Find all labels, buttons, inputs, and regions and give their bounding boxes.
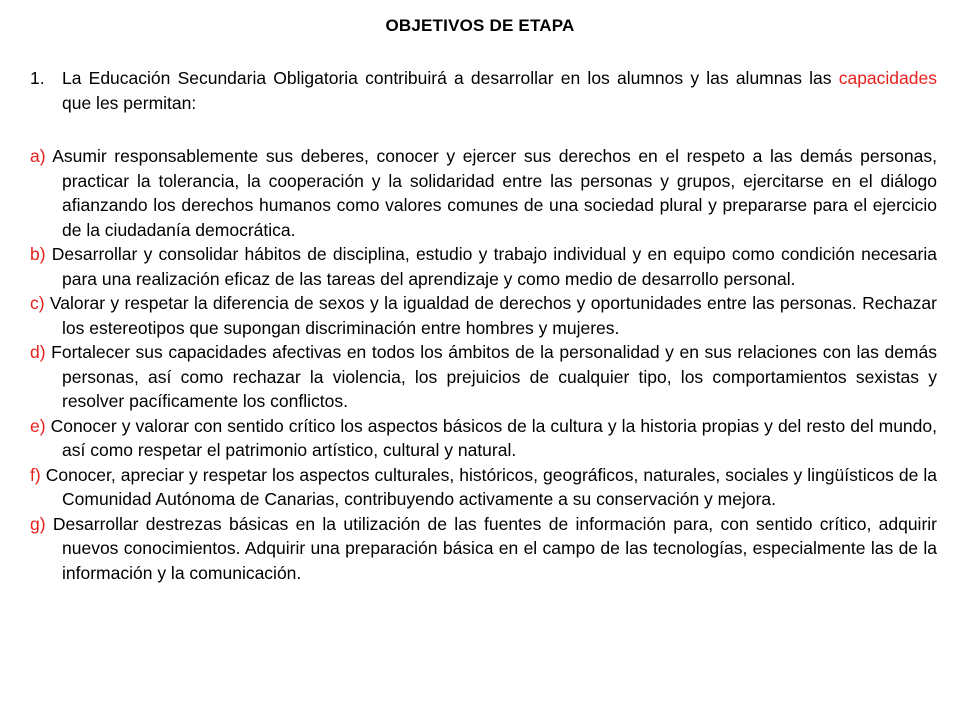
objective-text: Conocer y valorar con sentido crítico los aspectos básicos de la cultura y la historia propias y del resto del mundo, así como respetar el patrimonio artístico, cultural y natural. [45, 415, 937, 460]
objective-text: Asumir responsablemente sus deberes, conocer y ejercer sus derechos en el respeto a las demás personas, practicar la tolerancia, la cooperación y la solidaridad entre las personas y grupos, ejercitarse en el diálogo afianzando los derechos humanos como valores comunes de una sociedad plural y prepararse para el ejercicio de la ciudadanía democrática. [45, 146, 937, 240]
objective-text: Valorar y respetar la diferencia de sexos y la igualdad de derechos y oportunidades entre las personas. Rechazar los estereotipos que supongan discriminación entre hombres y mujeres. [44, 293, 937, 338]
intro-text-after: que les permitan: [62, 92, 197, 113]
objective-letter: c) [30, 293, 45, 313]
objectives-list [30, 144, 937, 585]
objective-item-b [30, 242, 937, 291]
objective-letter: d) [30, 342, 46, 362]
objective-letter: g) [30, 513, 46, 534]
objective-item-a [30, 144, 937, 242]
objective-letter: b) [30, 244, 46, 264]
objective-text: Desarrollar y consolidar hábitos de disciplina, estudio y trabajo individual y en equipo como condición necesaria para una realización eficaz de las tareas del aprendizaje y como medio de desarrollo personal. [45, 244, 937, 289]
page-title: OBJETIVOS DE ETAPA [385, 16, 575, 35]
intro-text [62, 66, 937, 115]
intro-highlight: capacidades [838, 68, 937, 88]
intro-paragraph [30, 66, 937, 115]
objective-item-d [30, 340, 937, 414]
objective-text: Fortalecer sus capacidades afectivas en todos los ámbitos de la personalidad y en sus relaciones con las demás personas, así como rechazar la violencia, los prejuicios de cualquier tipo, los comportamientos sexistas y resolver pacíficamente los conflictos. [45, 342, 937, 411]
intro-number: 1. [30, 68, 45, 88]
objective-letter: a) [30, 146, 46, 166]
objective-item-g [30, 512, 937, 586]
objective-text: Conocer, apreciar y respetar los aspectos culturales, históricos, geográficos, naturales, sociales y lingüísticos de la Comunidad Autónoma de Canarias, contribuyendo activamente a su conservación y mejora. [40, 464, 937, 509]
objective-letter: f) [30, 464, 41, 485]
objective-item-c [30, 291, 937, 340]
objective-item-e [30, 414, 937, 463]
objective-text: Desarrollar destrezas básicas en la utilización de las fuentes de información para, con sentido crítico, adquirir nuevos conocimientos. Adquirir una preparación básica en el campo de las tecnologías, especialmente las de la información y la comunicación. [45, 513, 937, 583]
intro-text-before: La Educación Secundaria Obligatoria contribuirá a desarrollar en los alumnos y las alumnas las [62, 68, 839, 88]
objective-item-f [30, 463, 937, 512]
objective-letter: e) [30, 415, 46, 436]
